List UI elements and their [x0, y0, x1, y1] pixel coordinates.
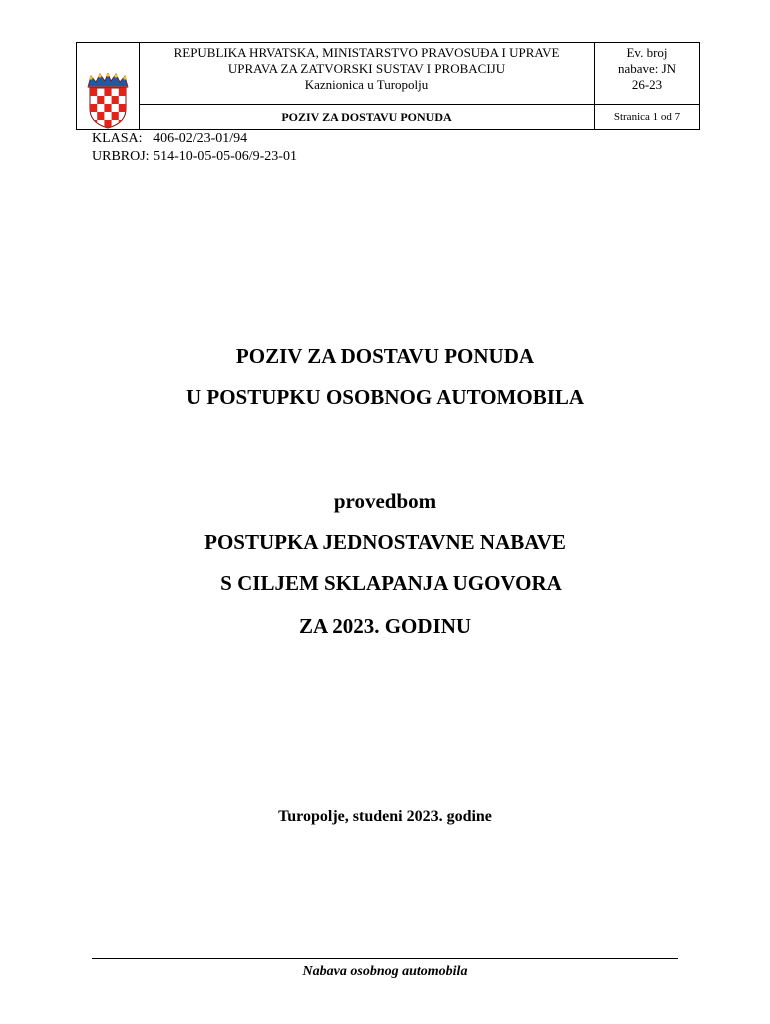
klasa-label: KLASA: — [92, 131, 143, 146]
ev-broj-line-1: Ev. broj — [626, 45, 668, 60]
urbroj-label: URBROJ: — [92, 149, 150, 164]
ev-broj-line-2: nabave: JN — [617, 61, 677, 76]
place-and-date: Turopolje, studeni 2023. godine — [278, 808, 492, 825]
procedure-line-1: POSTUPKA JEDNOSTAVNE NABAVE — [204, 530, 566, 554]
document-title-line-1: POZIV ZA DOSTAVU PONUDA — [235, 344, 535, 368]
logo-cell — [77, 43, 140, 129]
crown — [88, 73, 128, 87]
document-title-line-2: U POSTUPKU OSOBNOG AUTOMOBILA — [185, 385, 585, 409]
reference-block — [92, 130, 297, 166]
procedure-line-2: S CILJEM SKLAPANJA UGOVORA — [220, 571, 562, 595]
urbroj-value: 514-10-05-05-06/9-23-01 — [153, 149, 297, 164]
urbroj-row — [92, 148, 297, 166]
institution-line-1: REPUBLIKA HRVATSKA, MINISTARSTVO PRAVOSUĐA I UPRAVE — [173, 45, 560, 60]
document-type-cell: POZIV ZA DOSTAVU PONUDA — [139, 105, 595, 129]
footer-text: Nabava osobnog automobila — [302, 964, 468, 979]
provedbom-text: provedbom — [333, 489, 437, 513]
procedure-line-3: ZA 2023. GODINU — [298, 614, 472, 638]
klasa-row — [92, 130, 297, 148]
klasa-value: 406-02/23-01/94 — [153, 131, 248, 146]
document-header-table — [76, 42, 700, 130]
croatian-coat-of-arms-icon — [85, 73, 131, 129]
footer-divider — [92, 958, 678, 959]
institution-line-2: UPRAVA ZA ZATVORSKI SUSTAV I PROBACIJU — [227, 61, 506, 76]
institution-title-cell — [139, 43, 595, 105]
ev-broj-line-3: 26-23 — [631, 77, 663, 92]
procurement-number-cell — [595, 43, 699, 105]
checkered-shield — [90, 88, 126, 128]
institution-line-3: Kaznionica u Turopolju — [304, 77, 429, 92]
page-number-cell: Stranica 1 od 7 — [613, 111, 681, 123]
